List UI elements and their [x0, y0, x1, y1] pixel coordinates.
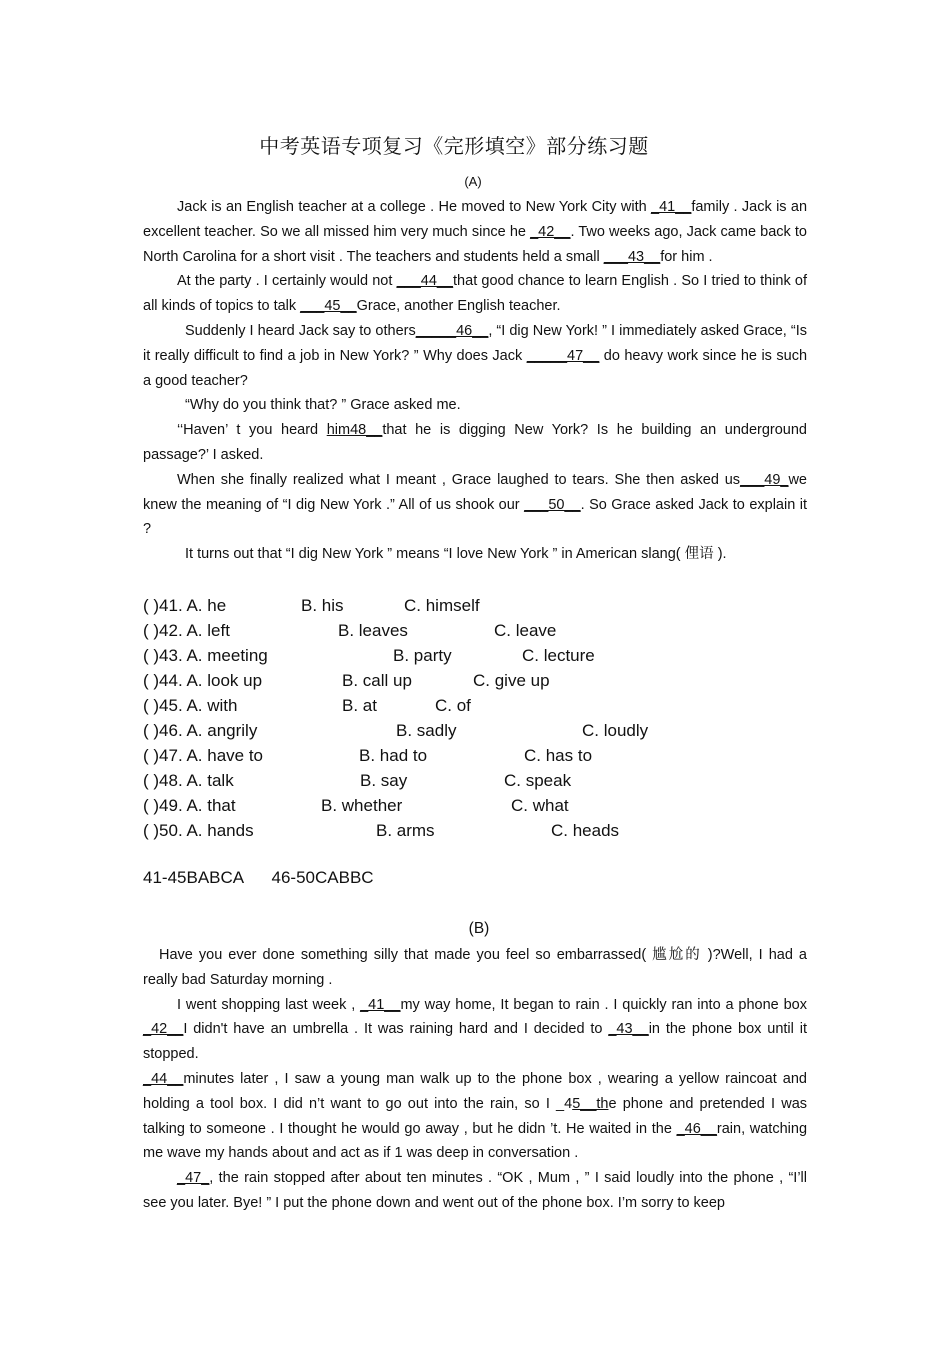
paragraph: At the party . I certainly would not ___44__that good chance to learn English . So I tried to think of all kinds of topics to talk ___45__Grace, another English teacher. — [143, 273, 808, 315]
blank-41: _41__ — [360, 996, 401, 1013]
blank-48: him48__ — [326, 422, 383, 439]
blank-46: _____46__ — [415, 322, 489, 339]
document-page: 中考英语专项复习《完形填空》部分练习题 (A) Jack is an English teacher at a college . He moved to New York City with _41__family . Jack is an excellent teacher. So we all missed him very much since he _42__. Two weeks ago, Jack came back to North Carolina for a short visit . The teachers and students held a small ___43__for him . At the party . I certainly would not ___44__that good chance to learn English . So I tried to think of all kinds of topics to talk ___45__Grace, another English teacher. Suddenly I heard Jack say to others_____46__, “I dig New York! ” I immediately asked Grace, “Is it really difficult to find a job in New York? ” Why does Jack _____47__ do heavy work since he is such a good teacher? “Why do you think that? ” Grace asked me. ‘‘Haven’ t you heard him48__that he is digging New York? Is he building an underground passage?’ I asked. When she finally realized what I meant , Grace laughed to tears. She then asked us___49_we knew the meaning of “I dig New York .” All of us shook our ___50__. So Grace asked Jack to explain it ? It turns out that “I dig New York ” means “I love New York ” in American slang( 俚语 ). ( )41. A. he B. his C. himself ( )42. A. left B. leaves C. leave ( )43. A. meeting B. party C. lecture ( )44. A. look up B. call up C. give up ( )45. A. with B. at C. of ( )46. A. angrily B. sadly C. loudly ( )47. A. have to B. had to C. has to ( )48. A. talk B. say C. speak ( )49. A. that B. whether C. what ( )50. A. hands B. arms C. heads 41-45BABCA 46-50CABBC (B) Have you ever done something silly that made you feel so embarrassed( 尴尬的 )?Well, I had a really bad Saturday morning . I went shopping last week , _41__my way home, It began to rain . I quickly ran into a phone box _42__I didn't have an umbrella . It was raining hard and I decided to _43__in the phone box until it stopped. _44__minutes later , I saw a young man walk up to the phone box , wearing a yellow raincoat and holding a tool box. I did n’t want to go out into the rain, so I _45__the phone and pretended I was talking to someone . I thought he would go away , but he didn ’t. He waited in the _46__rain, watching me wave my hands about and act as if 1 was deep in conversation . _47_, the rain stopped after about ten minutes . “OK , Mum , ” I said loudly into the phone , “I’ll see you later. Bye! ” I put the phone down and went out of the phone box. I’m sorry to keep — [0, 0, 950, 1345]
paragraph: _44__minutes later , I saw a young man walk up to the phone box , wearing a yellow raincoat and holding a tool box. I did n’t want to go out into the rain, so I _45__the phone and pretended I was talking to someone . I thought he would go away , but he didn ’t. He waited in the _46__rain, watching me wave my hands about and act as if 1 was deep in conversation . — [143, 1070, 808, 1162]
paragraph: I went shopping last week , _41__my way home, It began to rain . I quickly ran into a phone box _42__I didn't have an umbrella . It was raining hard and I decided to _43__in the phone box until it stopped. — [143, 996, 807, 1063]
section-a-label: (A) — [464, 174, 482, 189]
paragraph: Jack is an English teacher at a college . He moved to New York City with _41__family . Jack is an excellent teacher. So we all missed him very much since he _42__. Two weeks ago, Jack came back to North Carolina for a short visit . The teachers and students held a small ___43__for him . — [143, 199, 808, 265]
paragraph: Suddenly I heard Jack say to others_____46__, “I dig New York! ” I immediately asked Grace, “Is it really difficult to find a job in New York? ” Why does Jack _____47__ do heavy work since he is such a good teacher? — [143, 322, 808, 389]
blank-47: _47_ — [177, 1170, 210, 1187]
blank-45: 5__th — [572, 1095, 609, 1112]
blank-50: ___50__ — [524, 496, 581, 513]
blank-44: _44__ — [143, 1070, 184, 1087]
blank-45: ___45__ — [300, 298, 357, 315]
blank-44: ___44__ — [396, 273, 454, 290]
blank-49: ___49_ — [740, 471, 789, 488]
paragraph: _47_, the rain stopped after about ten minutes . “OK , Mum , ” I said loudly into the phone , “I’ll see you later. Bye! ” I put the phone down and went out of the phone box. I’m sorry to keep — [143, 1170, 807, 1211]
blank-46: _46__ — [676, 1120, 717, 1137]
passage-b — [143, 943, 807, 1216]
blank-43: _43__ — [608, 1021, 649, 1038]
blank-43: ___43__ — [603, 248, 661, 265]
blank-42: _42__ — [143, 1021, 184, 1038]
page-title: 中考英语专项复习《完形填空》部分练习题 — [259, 134, 649, 158]
blank-41: _41__ — [651, 199, 692, 215]
paragraph: “Why do you think that? ” Grace asked me. — [185, 397, 461, 414]
paragraph: It turns out that “I dig New York ” means “I love New York ” in American slang( 俚语 ). — [185, 546, 727, 563]
paragraph: ‘‘Haven’ t you heard him48__that he is digging New York? Is he building an underground passage?’ I asked. — [143, 422, 807, 463]
paragraph: Have you ever done something silly that made you feel so embarrassed( 尴尬的 )?Well, I had a really bad Saturday morning . — [143, 947, 807, 988]
blank-47: _____47__ — [526, 347, 600, 364]
section-b-label: (B) — [468, 920, 490, 937]
answer-key: 41-45BABCA 46-50CABBC — [143, 868, 374, 887]
paragraph: When she finally realized what I meant , Grace laughed to tears. She then asked us___49_we knew the meaning of “I dig New York .” All of us shook our ___50__. So Grace asked Jack to explain it ? — [143, 471, 807, 538]
passage-a — [143, 195, 807, 567]
blank-42: _42__ — [530, 223, 571, 240]
